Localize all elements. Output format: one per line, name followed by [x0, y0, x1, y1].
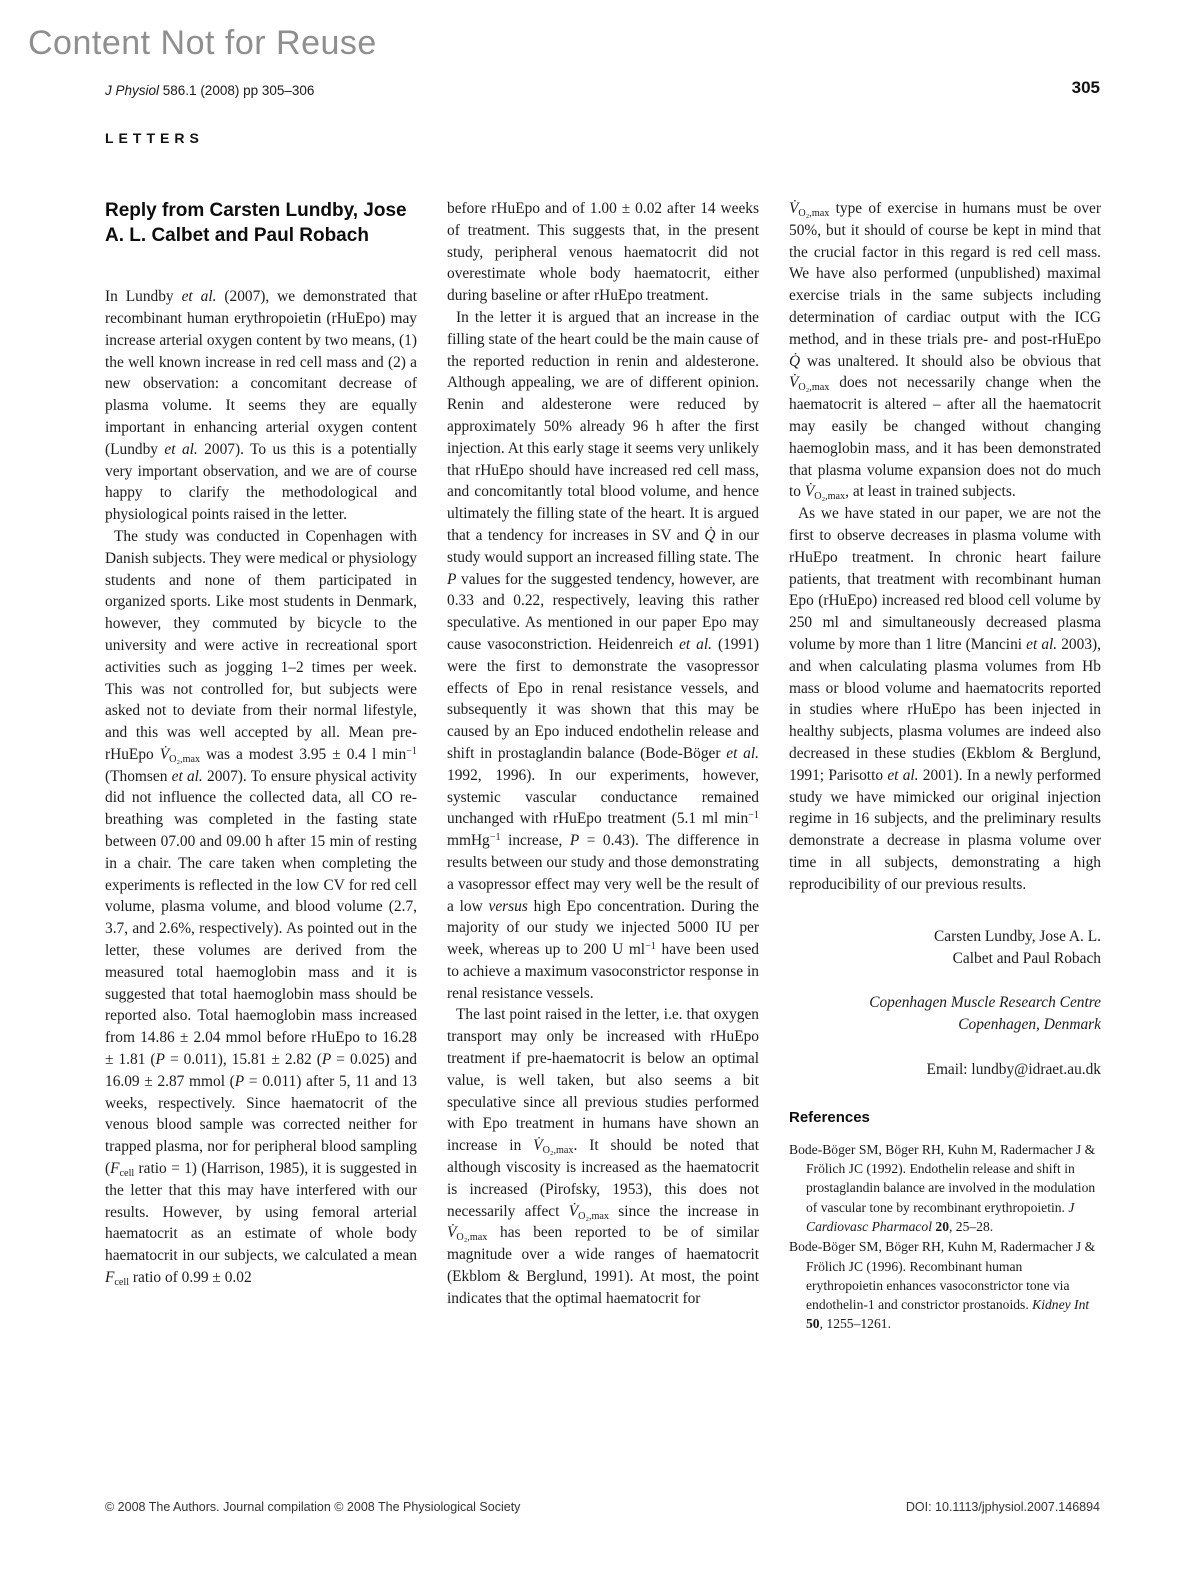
paragraph: In Lundby et al. (2007), we demonstrated that recombinant human erythropoietin (rHuEpo) may increase arterial oxygen content by two means, (1) the well known increase in red cell mass and (2) a new observation: a concomitant decrease of plasma volume. It seems they are equally important in enhancing arterial oxygen content (Lundby et al. 2007). To us this is a potentially very important observation, and we are of course happy to clarify the methodological and physiological points raised in the letter. [105, 288, 417, 524]
paragraph: before rHuEpo and of 1.00 ± 0.02 after 14 weeks of treatment. This suggests that, in the present study, peripheral venous haematocrit did not overestimate whole body haematocrit, either during baseline or after rHuEpo treatment. [447, 200, 759, 305]
page-number: 305 [1071, 78, 1100, 97]
copyright-notice: © 2008 The Authors. Journal compilation © 2008 The Physiological Society [105, 1500, 521, 1514]
page-footer [105, 1500, 1100, 1514]
column-1 [105, 198, 417, 1289]
author-affiliation: Copenhagen Muscle Research Centre Copenhagen, Denmark [869, 994, 1101, 1034]
watermark-text: Content Not for Reuse [28, 24, 377, 62]
reference-item: Bode-Böger SM, Böger RH, Kuhn M, Radermacher J & Frölich JC (1992). Endothelin release and shift in prostaglandin balance are involved in the modulation of vascular tone by recombinant erythropoietin. J Cardiovasc Pharmacol 20, 25–28. [789, 1141, 1096, 1234]
paragraph: As we have stated in our paper, we are not the first to observe decreases in plasma volume with rHuEpo treatment. In chronic heart failure patients, that treatment with recombinant human Epo (rHuEpo) increased red blood cell volume by 250 ml and simultaneously decreased plasma volume by more than 1 litre (Mancini et al. 2003), and when calculating plasma volumes from Hb mass or blood volume and haematocrits reported in studies where rHuEpo has been injected in healthy subjects, plasma volumes are indeed also decreased in these studies (Ekblom & Berglund, 1991; Parisotto et al. 2001). In a newly performed study we have mimicked our original injection regime in 16 subjects, and the preliminary results demonstrate a decrease in plasma volume over time in all subjects, demonstrating a high reproducibility of our previous results. [789, 505, 1101, 893]
author-signature: Carsten Lundby, Jose A. L. Calbet and Paul Robach [934, 927, 1101, 967]
journal-citation: J Physiol 586.1 (2008) pp 305–306 [105, 83, 315, 98]
section-label: LETTERS [105, 130, 204, 146]
paragraph: The study was conducted in Copenhagen with Danish subjects. They were medical or physiology students and none of them participated in organized sports. Like most students in Denmark, however, they commuted by bicycle to the university and were active in recreational sport activities such as jogging 1–2 times per week. This was not controlled for, but subjects were asked not to deviate from their normal lifestyle, and this was well accepted by all. Mean pre-rHuEpo $V̇_{O_2,max}$ was a modest 3.95 ± 0.4 l $\min^{-1}$ (Thomsen et al. 2007). To ensure physical activity did not influence the collected data, all CO re-breathing was completed in the fasting state between 07.00 and 09.00 h after 15 min of resting in a chair. The care taken when completing the experiments is reflected in the low CV for red cell volume, plasma volume, and blood volume (2.7, 3.7, and 2.6%, respectively). As pointed out in the letter, these volumes are derived from the measured total haemoglobin mass and it is suggested that total haemoglobin mass should be reported also. Total haemoglobin mass increased from 14.86 ± 2.04 mmol before rHuEpo to 16.28 ± 1.81 (P = 0.011), 15.81 ± 2.82 (P = 0.025) and 16.09 ± 2.87 mmol (P = 0.011) after 5, 11 and 13 weeks, respectively. Since haematocrit of the venous blood sample was corrected neither for trapped plasma, nor for peripheral blood sampling ($F_{cell}$ ratio = 1) (Harrison, 1985), it is suggested in the letter that this may have interfered with our results. However, by using femoral arterial haematocrit as an estimate of whole body haematocrit in our subjects, we calculated a mean $F_{cell}$ ratio of 0.99 ± 0.02 [105, 527, 418, 1288]
article-body [105, 198, 1101, 1334]
article-title: Reply from Carsten Lundby, Jose A. L. Calbet and Paul Robach [105, 200, 407, 247]
paragraph: $V̇_{O_2,max}$ type of exercise in humans must be over 50%, but it should of course be kept in mind that the crucial factor in this regard is red cell mass. We have also performed (unpublished) maximal exercise trials in the same subjects including determination of cardiac output with the ICG method, and in these trials pre- and post-rHuEpo Q̇ was unaltered. It should also be obvious that $V̇_{O_2,max}$ does not necessarily change when the haematocrit is altered – after all the haematocrit may easily be changed without changing haemoglobin mass, and it has been demonstrated that plasma volume expansion does not do much to $V̇_{O_2,max}$, at least in trained subjects. [789, 200, 1101, 503]
contact-email: Email: lundby@idraet.au.dk [926, 1060, 1101, 1078]
column-3 [789, 198, 1101, 1334]
paragraph: The last point raised in the letter, i.e. that oxygen transport may only be increased with rHuEpo treatment if pre-haematocrit is below an optimal value, is well taken, but also seems a bit speculative since all previous studies performed with Epo treatment in humans have shown an increase in $V̇_{O_2,max}$. It should be noted that although viscosity is increased as the haematocrit is increased (Pirofsky, 1953), this does not necessarily affect $V̇_{O_2,max}$ since the increase in $V̇_{O_2,max}$ has been reported to be of similar magnitude over a wide ranges of haematocrit (Ekblom & Berglund, 1991). At most, the point indicates that the optimal haematocrit for [447, 1006, 759, 1307]
paragraph: In the letter it is argued that an increase in the filling state of the heart could be the main cause of the reported reduction in renin and aldesterone. Although appealing, we are of different opinion. Renin and aldesterone were reduced by approximately 50% already 96 h after the first injection. At this early stage it seems very unlikely that rHuEpo should have increased red cell mass, and concomitantly total blood volume, and hence ultimately the filling state of the heart. It is argued that a tendency for increases in SV and Q̇ in our study would support an increased filling state. The P values for the suggested tendency, however, are 0.33 and 0.22, respectively, leaving this rather speculative. As mentioned in our paper Epo may cause vasoconstriction. Heidenreich et al. (1991) were the first to demonstrate the vasopressor effects of Epo in renal resistance vessels, and subsequently it was shown that this may be caused by an Epo induced endothelin release and shift in prostaglandin balance (Bode-Böger et al. 1992, 1996). In our experiments, however, systemic vascular conductance remained unchanged with rHuEpo treatment (5.1 ml $\min^{-1}$ mmHg$^{-1}$ increase, P = 0.43). The difference in results between our study and those demonstrating a vasopressor effect may very well be the result of a low versus high Epo concentration. During the majority of our study we injected 5000 IU per week, whereas up to 200 U $ml^{-1}$ have been used to achieve a maximum vasoconstrictor response in renal resistance vessels. [447, 308, 759, 1002]
column-2 [447, 198, 759, 1310]
doi-text: DOI: 10.1113/jphysiol.2007.146894 [905, 1500, 1100, 1514]
references-heading: References [789, 1108, 870, 1126]
reference-item: Bode-Böger SM, Böger RH, Kuhn M, Radermacher J & Frölich JC (1996). Recombinant human erythropoietin enhances vasoconstrictor tone via endothelin-1 and constrictor prostanoids. Kidney Int 50, 1255–1261. [789, 1239, 1096, 1332]
